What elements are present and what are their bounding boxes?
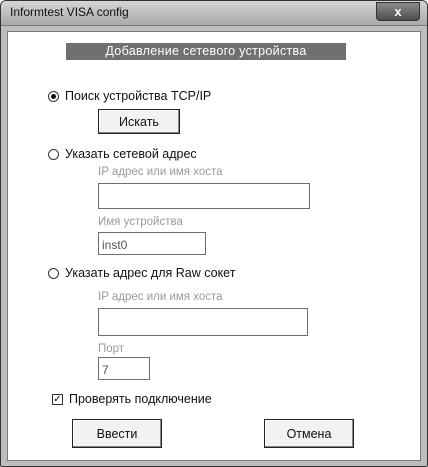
search-button[interactable]: Искать <box>98 109 180 134</box>
port-input[interactable]: 7 <box>98 357 150 380</box>
section-header: Добавление сетевого устройства <box>66 43 346 60</box>
port-label: Порт <box>98 343 125 355</box>
verify-connection-checkbox-row[interactable] <box>52 391 212 407</box>
radio-network-address[interactable] <box>48 146 197 162</box>
verify-connection-checkbox[interactable]: ✓ <box>53 393 62 405</box>
ok-button[interactable]: Ввести <box>72 419 162 448</box>
radio-network-address-label: Указать сетевой адрес <box>65 147 197 161</box>
radio-network-address-indicator[interactable] <box>48 149 59 160</box>
network-host-input[interactable] <box>98 183 310 209</box>
raw-host-label: IP адрес или имя хоста <box>98 291 223 303</box>
raw-host-input[interactable] <box>98 308 308 336</box>
cancel-button[interactable]: Отмена <box>264 419 354 448</box>
radio-raw-socket[interactable] <box>48 265 235 281</box>
device-name-label: Имя устройства <box>98 216 183 228</box>
radio-search-tcp-label: Поиск устройства TCP/IP <box>65 89 212 103</box>
dialog-content <box>7 31 421 461</box>
device-name-input[interactable]: inst0 <box>98 232 206 255</box>
radio-search-tcp[interactable] <box>48 88 211 104</box>
close-icon: x <box>394 4 402 19</box>
radio-raw-socket-indicator[interactable] <box>48 268 59 279</box>
network-host-label: IP адрес или имя хоста <box>98 166 223 178</box>
title-bar[interactable] <box>1 1 427 26</box>
close-button[interactable] <box>376 2 420 21</box>
window-title: Informtest VISA config <box>10 5 129 19</box>
radio-raw-socket-label: Указать адрес для Raw сокет <box>65 266 236 280</box>
verify-connection-label: Проверять подключение <box>69 392 212 406</box>
radio-search-tcp-indicator[interactable] <box>48 91 59 102</box>
